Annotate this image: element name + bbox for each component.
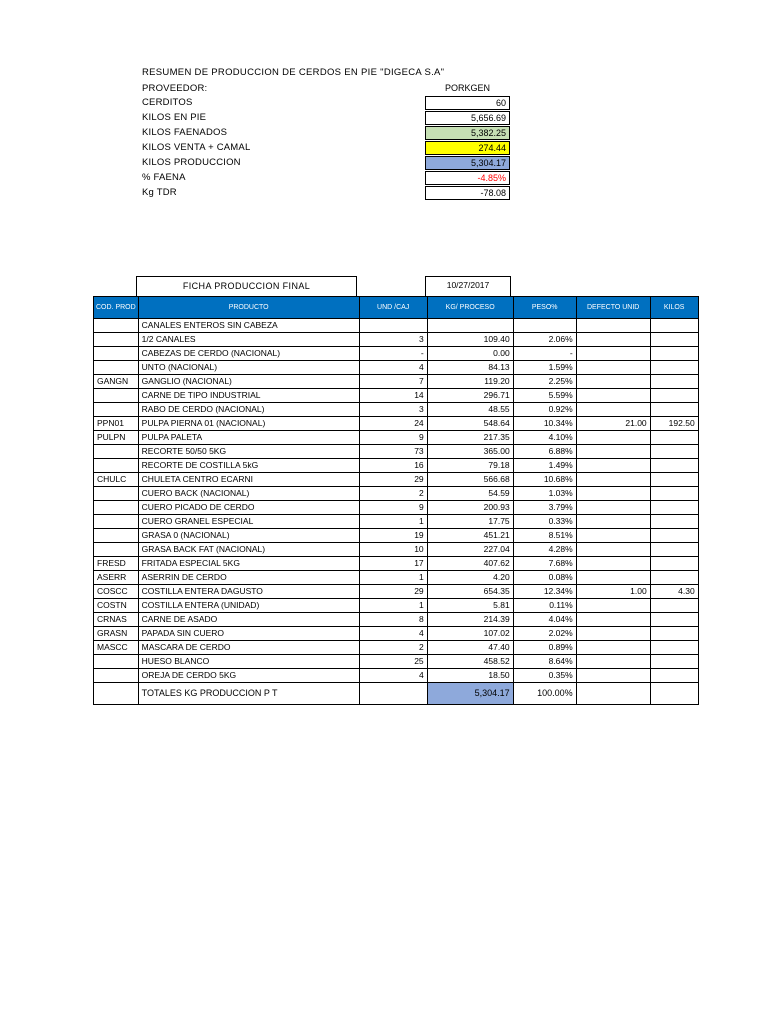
- cell-kilos: [650, 375, 698, 389]
- totals-label: TOTALES KG PRODUCCION P T: [138, 683, 359, 705]
- cell-cod: [94, 487, 139, 501]
- cell-producto: UNTO (NACIONAL): [138, 361, 359, 375]
- cell-kg: 214.39: [427, 613, 513, 627]
- cell-defecto: [576, 613, 650, 627]
- cell-kilos: [650, 473, 698, 487]
- cell-defecto: [576, 655, 650, 669]
- cell-defecto: [576, 669, 650, 683]
- table-row: [94, 599, 699, 613]
- cell-peso: 8.51%: [513, 529, 576, 543]
- cell-cod: PPN01: [94, 417, 139, 431]
- cell-kg: 18.50: [427, 669, 513, 683]
- cell-producto: RECORTE DE COSTILLA 5kG: [138, 459, 359, 473]
- cell-kg: 200.93: [427, 501, 513, 515]
- cell-kg: 566.68: [427, 473, 513, 487]
- cell-defecto: [576, 599, 650, 613]
- table-row: [94, 613, 699, 627]
- summary-label: PROVEEDOR:: [142, 83, 208, 94]
- cell-kilos: [650, 445, 698, 459]
- cell-peso: 1.59%: [513, 361, 576, 375]
- cell-defecto: [576, 641, 650, 655]
- cell-producto: GRASA BACK FAT (NACIONAL): [138, 543, 359, 557]
- cell-kg: 109.40: [427, 333, 513, 347]
- cell-peso: 0.89%: [513, 641, 576, 655]
- cell-und: 3: [359, 333, 427, 347]
- table-row: [94, 543, 699, 557]
- cell-cod: [94, 319, 139, 333]
- cell-kilos: [650, 627, 698, 641]
- cell-kg: 47.40: [427, 641, 513, 655]
- cell-peso: 5.59%: [513, 389, 576, 403]
- cell-kilos: [650, 487, 698, 501]
- summary-label: KILOS FAENADOS: [142, 127, 228, 138]
- cell-peso: 1.49%: [513, 459, 576, 473]
- cell-kg: 84.13: [427, 361, 513, 375]
- table-row: [94, 389, 699, 403]
- header-und-caj: UND /CAJ: [359, 297, 427, 319]
- cell-cod: GANGN: [94, 375, 139, 389]
- cell-producto: CUERO BACK (NACIONAL): [138, 487, 359, 501]
- cell-defecto: [576, 459, 650, 473]
- cell-producto: CHULETA CENTRO ECARNI: [138, 473, 359, 487]
- cell-kilos: [650, 613, 698, 627]
- summary-value: 274.44: [425, 141, 510, 155]
- cell-peso: 3.79%: [513, 501, 576, 515]
- cell-kg: 107.02: [427, 627, 513, 641]
- cell-und: 1: [359, 571, 427, 585]
- cell-und: 73: [359, 445, 427, 459]
- cell-und: 19: [359, 529, 427, 543]
- cell-peso: 10.34%: [513, 417, 576, 431]
- report-date: 10/27/2017: [425, 276, 511, 297]
- summary-value: 5,382.25: [425, 126, 510, 140]
- cell-kg: 4.20: [427, 571, 513, 585]
- cell-und: 4: [359, 627, 427, 641]
- cell-kilos: [650, 403, 698, 417]
- cell-cod: CHULC: [94, 473, 139, 487]
- cell-kg: 548.64: [427, 417, 513, 431]
- cell-kg: 79.18: [427, 459, 513, 473]
- cell-producto: GRASA 0 (NACIONAL): [138, 529, 359, 543]
- table-row: [94, 655, 699, 669]
- cell-und: 1: [359, 515, 427, 529]
- cell-cod: GRASN: [94, 627, 139, 641]
- cell-defecto: [576, 487, 650, 501]
- cell-und: 29: [359, 473, 427, 487]
- cell-producto: CARNE DE ASADO: [138, 613, 359, 627]
- header-peso: PESO%: [513, 297, 576, 319]
- cell-producto: CABEZAS DE CERDO (NACIONAL): [138, 347, 359, 361]
- cell-cod: [94, 459, 139, 473]
- cell-kilos: [650, 361, 698, 375]
- cell-kilos: [650, 669, 698, 683]
- cell-und: 9: [359, 431, 427, 445]
- cell-cod: [94, 543, 139, 557]
- table-header-row: [94, 297, 699, 319]
- cell-cod: [94, 361, 139, 375]
- cell-defecto: [576, 501, 650, 515]
- table-row: [94, 501, 699, 515]
- cell-kilos: [650, 459, 698, 473]
- cell-producto: CUERO GRANEL ESPECIAL: [138, 515, 359, 529]
- totals-row: [94, 683, 699, 705]
- cell-peso: 10.68%: [513, 473, 576, 487]
- cell-peso: [513, 319, 576, 333]
- cell-kilos: [650, 683, 698, 705]
- cell-kg: 119.20: [427, 375, 513, 389]
- cell-und: 10: [359, 543, 427, 557]
- cell-peso: 0.08%: [513, 571, 576, 585]
- cell-producto: RECORTE 50/50 5KG: [138, 445, 359, 459]
- summary-value: 60: [425, 96, 510, 110]
- cell-peso: 1.03%: [513, 487, 576, 501]
- table-row: [94, 529, 699, 543]
- table-row: [94, 515, 699, 529]
- cell-defecto: 21.00: [576, 417, 650, 431]
- header-producto: PRODUCTO: [138, 297, 359, 319]
- cell-peso: -: [513, 347, 576, 361]
- cell-cod: CRNAS: [94, 613, 139, 627]
- cell-producto: COSTILLA ENTERA (UNIDAD): [138, 599, 359, 613]
- cell-kilos: [650, 641, 698, 655]
- cell-kilos: 192.50: [650, 417, 698, 431]
- totals-kg: 5,304.17: [427, 683, 513, 705]
- summary-value: PORKGEN: [444, 83, 490, 93]
- table-row: [94, 571, 699, 585]
- cell-defecto: [576, 361, 650, 375]
- cell-kg: 451.21: [427, 529, 513, 543]
- cell-cod: [94, 655, 139, 669]
- cell-peso: 2.06%: [513, 333, 576, 347]
- cell-kg: 217.35: [427, 431, 513, 445]
- cell-cod: COSCC: [94, 585, 139, 599]
- cell-cod: COSTN: [94, 599, 139, 613]
- cell-producto: PAPADA SIN CUERO: [138, 627, 359, 641]
- cell-producto: RABO DE CERDO (NACIONAL): [138, 403, 359, 417]
- cell-kilos: [650, 501, 698, 515]
- header-defecto-unid: DEFECTO UNID: [576, 297, 650, 319]
- cell-und: 14: [359, 389, 427, 403]
- cell-und: 4: [359, 361, 427, 375]
- cell-und: 17: [359, 557, 427, 571]
- cell-kg: 0.00: [427, 347, 513, 361]
- cell-peso: 6.88%: [513, 445, 576, 459]
- cell-producto: OREJA DE CERDO 5KG: [138, 669, 359, 683]
- cell-kilos: [650, 431, 698, 445]
- cell-producto: PULPA PIERNA 01 (NACIONAL): [138, 417, 359, 431]
- header-kg-proceso: KG/ PROCESO: [427, 297, 513, 319]
- ficha-title: FICHA PRODUCCION FINAL: [136, 276, 357, 297]
- cell-defecto: [576, 515, 650, 529]
- cell-und: 16: [359, 459, 427, 473]
- cell-kg: 5.81: [427, 599, 513, 613]
- production-table: [93, 296, 699, 705]
- cell-kg: 365.00: [427, 445, 513, 459]
- cell-und: 9: [359, 501, 427, 515]
- cell-producto: CARNE DE TIPO INDUSTRIAL: [138, 389, 359, 403]
- cell-producto: PULPA PALETA: [138, 431, 359, 445]
- cell-cod: [94, 669, 139, 683]
- table-row: [94, 417, 699, 431]
- cell-defecto: [576, 403, 650, 417]
- cell-kg: 17.75: [427, 515, 513, 529]
- cell-cod: PULPN: [94, 431, 139, 445]
- table-row: [94, 319, 699, 333]
- summary-value: -4.85%: [425, 171, 510, 185]
- cell-defecto: [576, 557, 650, 571]
- cell-peso: 4.04%: [513, 613, 576, 627]
- header-cod-prod: COD. PROD: [94, 297, 139, 319]
- table-row: [94, 431, 699, 445]
- cell-und: 1: [359, 599, 427, 613]
- summary-value: -78.08: [425, 186, 510, 200]
- cell-kilos: [650, 319, 698, 333]
- summary-value: 5,304.17: [425, 156, 510, 170]
- cell-kilos: [650, 557, 698, 571]
- cell-peso: 2.02%: [513, 627, 576, 641]
- cell-cod: [94, 403, 139, 417]
- table-row: [94, 403, 699, 417]
- cell-und: 7: [359, 375, 427, 389]
- cell-und: 3: [359, 403, 427, 417]
- cell-producto: HUESO BLANCO: [138, 655, 359, 669]
- cell-producto: CUERO PICADO DE CERDO: [138, 501, 359, 515]
- cell-defecto: [576, 319, 650, 333]
- cell-kilos: [650, 389, 698, 403]
- cell-kilos: [650, 655, 698, 669]
- cell-defecto: [576, 529, 650, 543]
- cell-peso: 7.68%: [513, 557, 576, 571]
- cell-cod: MASCC: [94, 641, 139, 655]
- cell-peso: 0.35%: [513, 669, 576, 683]
- cell-kg: 407.62: [427, 557, 513, 571]
- cell-producto: FRITADA ESPECIAL 5KG: [138, 557, 359, 571]
- cell-cod: FRESD: [94, 557, 139, 571]
- table-row: [94, 375, 699, 389]
- cell-cod: [94, 683, 139, 705]
- cell-peso: 4.28%: [513, 543, 576, 557]
- cell-peso: 0.11%: [513, 599, 576, 613]
- cell-kilos: [650, 515, 698, 529]
- cell-cod: [94, 333, 139, 347]
- table-row: [94, 361, 699, 375]
- summary-label: CERDITOS: [142, 97, 193, 108]
- cell-peso: 0.33%: [513, 515, 576, 529]
- cell-kilos: [650, 529, 698, 543]
- cell-cod: [94, 501, 139, 515]
- cell-cod: [94, 529, 139, 543]
- cell-kg: 48.55: [427, 403, 513, 417]
- cell-kilos: [650, 599, 698, 613]
- cell-und: 4: [359, 669, 427, 683]
- cell-kilos: [650, 333, 698, 347]
- cell-defecto: [576, 333, 650, 347]
- cell-producto: MASCARA DE CERDO: [138, 641, 359, 655]
- cell-und: 8: [359, 613, 427, 627]
- totals-peso: 100.00%: [513, 683, 576, 705]
- cell-kilos: 4.30: [650, 585, 698, 599]
- table-row: [94, 445, 699, 459]
- cell-und: [359, 683, 427, 705]
- cell-defecto: [576, 347, 650, 361]
- cell-cod: [94, 347, 139, 361]
- table-row: [94, 627, 699, 641]
- table-row: [94, 557, 699, 571]
- cell-producto: ASERRIN DE CERDO: [138, 571, 359, 585]
- cell-peso: 2.25%: [513, 375, 576, 389]
- table-row: [94, 585, 699, 599]
- cell-kilos: [650, 571, 698, 585]
- cell-und: 29: [359, 585, 427, 599]
- summary-label: % FAENA: [142, 172, 186, 183]
- cell-defecto: [576, 683, 650, 705]
- cell-kg: 227.04: [427, 543, 513, 557]
- cell-defecto: [576, 543, 650, 557]
- cell-und: -: [359, 347, 427, 361]
- cell-peso: 8.64%: [513, 655, 576, 669]
- cell-kilos: [650, 543, 698, 557]
- cell-und: 2: [359, 641, 427, 655]
- cell-cod: [94, 445, 139, 459]
- table-row: [94, 473, 699, 487]
- cell-producto: GANGLIO (NACIONAL): [138, 375, 359, 389]
- cell-cod: [94, 515, 139, 529]
- cell-producto: 1/2 CANALES: [138, 333, 359, 347]
- cell-peso: 0.92%: [513, 403, 576, 417]
- table-row: [94, 641, 699, 655]
- cell-defecto: [576, 445, 650, 459]
- cell-defecto: [576, 473, 650, 487]
- cell-kg: 654.35: [427, 585, 513, 599]
- summary-label: KILOS EN PIE: [142, 112, 207, 123]
- table-row: [94, 487, 699, 501]
- cell-kg: 458.52: [427, 655, 513, 669]
- table-row: [94, 669, 699, 683]
- cell-cod: [94, 389, 139, 403]
- cell-producto: CANALES ENTEROS SIN CABEZA: [138, 319, 359, 333]
- cell-und: 25: [359, 655, 427, 669]
- table-row: [94, 333, 699, 347]
- table-row: [94, 347, 699, 361]
- summary-label: Kg TDR: [142, 187, 177, 198]
- summary-value: 5,656.69: [425, 111, 510, 125]
- cell-defecto: [576, 431, 650, 445]
- cell-producto: COSTILLA ENTERA DAGUSTO: [138, 585, 359, 599]
- cell-kg: [427, 319, 513, 333]
- cell-defecto: [576, 571, 650, 585]
- cell-peso: 4.10%: [513, 431, 576, 445]
- summary-label: KILOS PRODUCCION: [142, 157, 241, 168]
- cell-defecto: 1.00: [576, 585, 650, 599]
- summary-label: KILOS VENTA + CAMAL: [142, 142, 251, 153]
- table-row: [94, 459, 699, 473]
- cell-defecto: [576, 627, 650, 641]
- cell-peso: 12.34%: [513, 585, 576, 599]
- cell-cod: ASERR: [94, 571, 139, 585]
- cell-und: 24: [359, 417, 427, 431]
- cell-und: 2: [359, 487, 427, 501]
- report-title: RESUMEN DE PRODUCCION DE CERDOS EN PIE "DIGECA S.A": [142, 67, 445, 78]
- cell-kg: 296.71: [427, 389, 513, 403]
- cell-kg: 54.59: [427, 487, 513, 501]
- cell-und: [359, 319, 427, 333]
- header-kilos: KILOS: [650, 297, 698, 319]
- cell-kilos: [650, 347, 698, 361]
- cell-defecto: [576, 375, 650, 389]
- cell-defecto: [576, 389, 650, 403]
